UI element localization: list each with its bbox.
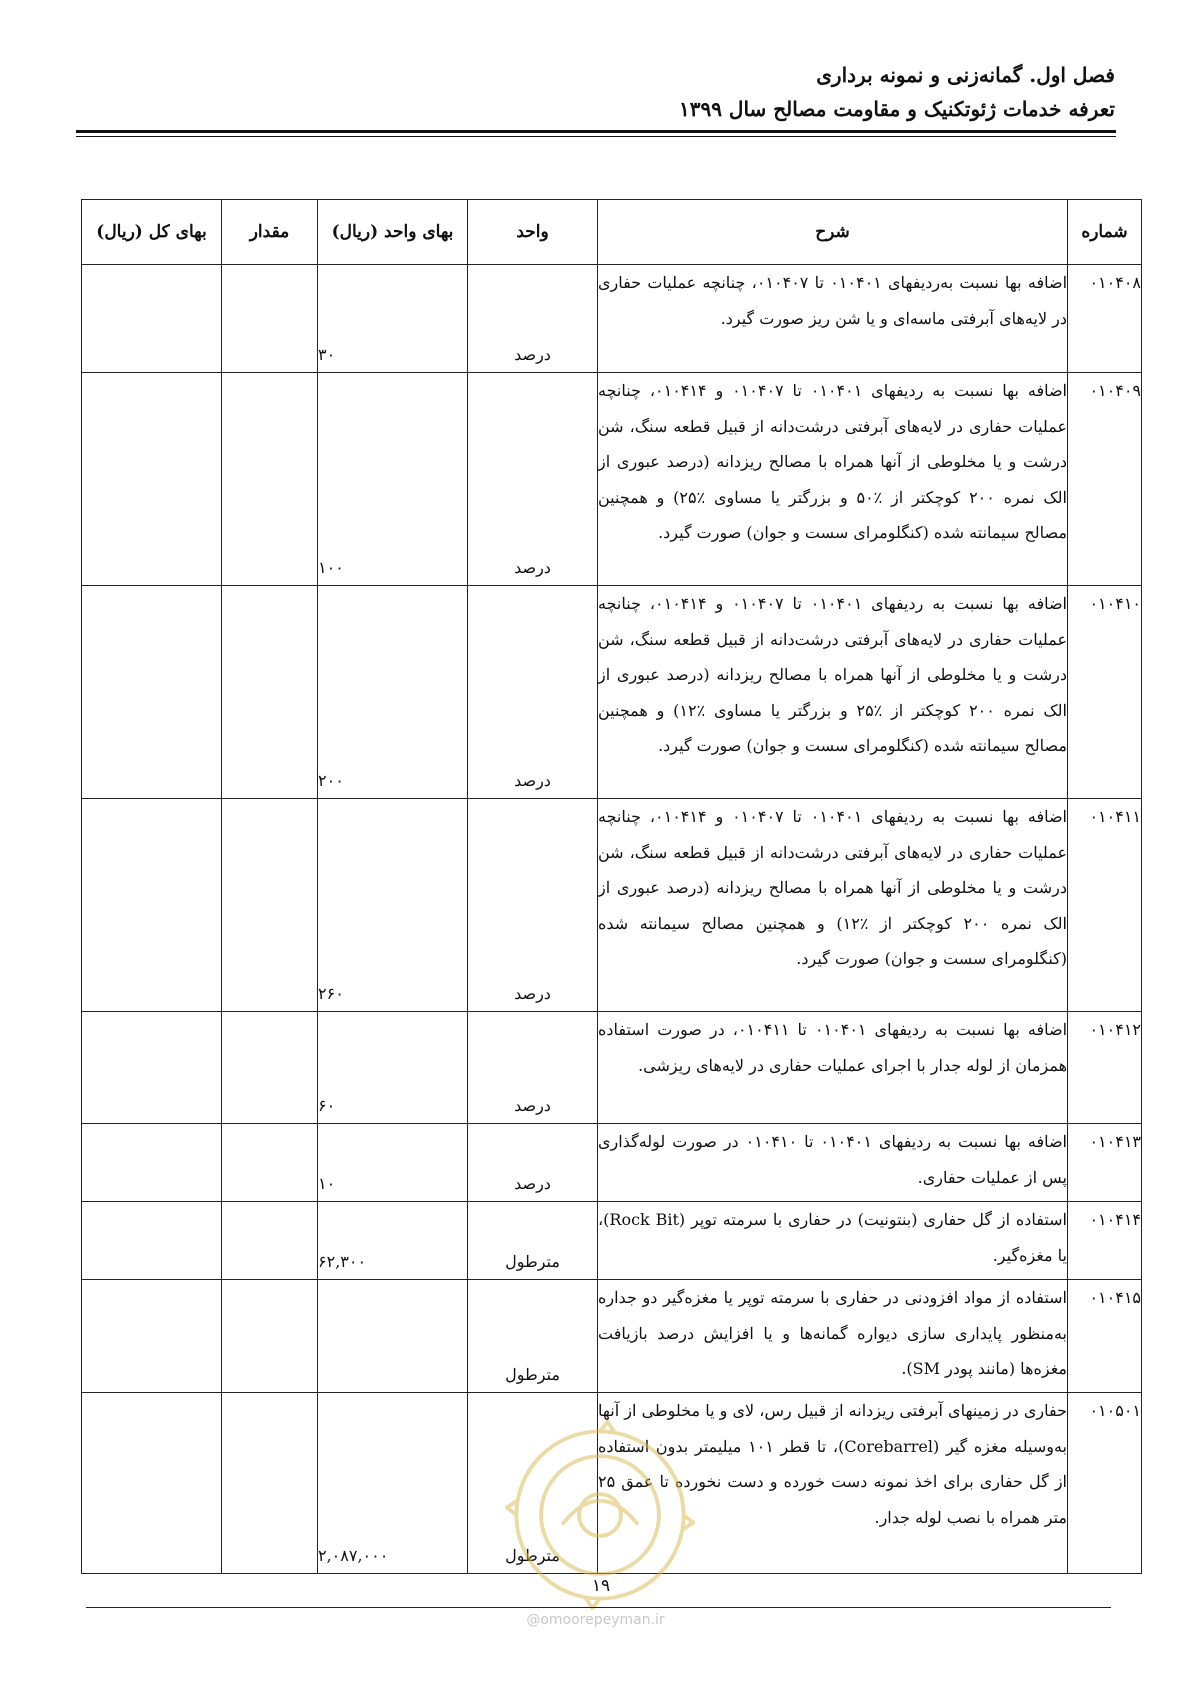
row-unit: درصد bbox=[468, 1124, 598, 1202]
row-quantity bbox=[222, 1124, 318, 1202]
table-row bbox=[82, 1012, 1142, 1124]
row-number: ۰۱۰۴۰۸ bbox=[1068, 265, 1142, 373]
page-header bbox=[75, 58, 1115, 126]
row-number: ۰۱۰۴۱۵ bbox=[1068, 1280, 1142, 1393]
row-total-price bbox=[82, 1202, 222, 1280]
row-total-price bbox=[82, 1393, 222, 1574]
header-rule-thick bbox=[76, 130, 1116, 133]
chapter-title: فصل اول. گمانه‌زنی و نمونه برداری bbox=[816, 63, 1115, 87]
row-description: اضافه بها نسبت به ردیفهای ۰۱۰۴۰۱ تا ۰۱۰۴۰۷ و ۰۱۰۴۱۴، چنانچه عملیات حفاری در لایه‌های آبرفتی درشت‌دانه از قبیل قطعه سنگ، شن درشت و یا مخلوطی از آنها همراه با مصالح ریزدانه (درصد عبوری از الک نمره ۲۰۰ کوچکتر از ٪۱۲) و همچنین مصالح سیمانته شده (کنگلومرای سست و جوان) صورت گیرد. bbox=[598, 799, 1068, 1012]
row-unit-price bbox=[318, 1280, 468, 1393]
col-header-description: شرح bbox=[598, 200, 1068, 265]
row-number: ۰۱۰۴۱۰ bbox=[1068, 586, 1142, 799]
row-description: اضافه بها نسبت به ردیفهای ۰۱۰۴۰۱ تا ۰۱۰۴۰۷ و ۰۱۰۴۱۴، چنانچه عملیات حفاری در لایه‌های آبرفتی درشت‌دانه از قبیل قطعه سنگ، شن درشت و یا مخلوطی از آنها همراه با مصالح ریزدانه (درصد عبوری از الک نمره ۲۰۰ کوچکتر از ٪۵۰ و بزرگتر یا مساوی ٪۲۵) و همچنین مصالح سیمانته شده (کنگلومرای سست و جوان) صورت گیرد. bbox=[598, 373, 1068, 586]
table-row bbox=[82, 1124, 1142, 1202]
table-row bbox=[82, 373, 1142, 586]
table-row bbox=[82, 265, 1142, 373]
row-unit: مترطول bbox=[468, 1280, 598, 1393]
row-unit-price bbox=[318, 373, 468, 586]
row-total-price bbox=[82, 1124, 222, 1202]
row-quantity bbox=[222, 1280, 318, 1393]
row-unit-price-value: ۳۰ bbox=[318, 344, 336, 364]
row-unit-price-value: ۶۰ bbox=[318, 1095, 336, 1115]
col-header-quantity: مقدار bbox=[222, 200, 318, 265]
row-description: اضافه بها نسبت به ردیفهای ۰۱۰۴۰۱ تا ۰۱۰۴۱۱، در صورت استفاده همزمان از لوله جدار با اجرای عملیات حفاری در لایه‌های ریزشی. bbox=[598, 1012, 1068, 1124]
row-number: ۰۱۰۴۱۳ bbox=[1068, 1124, 1142, 1202]
row-total-price bbox=[82, 373, 222, 586]
row-quantity bbox=[222, 373, 318, 586]
row-unit-price bbox=[318, 1393, 468, 1574]
table-header-row bbox=[82, 200, 1142, 265]
row-unit: درصد bbox=[468, 799, 598, 1012]
row-description: استفاده از مواد افزودنی در حفاری با سرمته توپر یا مغزه‌گیر دو جداره به‌منظور پایداری سازی دیواره گمانه‌ها و یا افزایش درصد بازیافت مغزه‌ها (مانند پودر SM). bbox=[598, 1280, 1068, 1393]
row-number: ۰۱۰۴۱۱ bbox=[1068, 799, 1142, 1012]
row-description: اضافه بها نسبت به‌ردیفهای ۰۱۰۴۰۱ تا ۰۱۰۴۰۷، چنانچه عملیات حفاری در لایه‌های آبرفتی ماسه‌ای و یا شن ریز صورت گیرد. bbox=[598, 265, 1068, 373]
table-row bbox=[82, 1393, 1142, 1574]
row-unit: درصد bbox=[468, 373, 598, 586]
row-unit-price-value: ۱۰ bbox=[318, 1173, 336, 1193]
row-quantity bbox=[222, 1202, 318, 1280]
table-row bbox=[82, 1280, 1142, 1393]
row-total-price bbox=[82, 1012, 222, 1124]
row-unit: درصد bbox=[468, 265, 598, 373]
row-total-price bbox=[82, 799, 222, 1012]
col-header-number: شماره bbox=[1068, 200, 1142, 265]
row-unit-price-value: ۱۰۰ bbox=[318, 557, 344, 577]
row-unit-price bbox=[318, 586, 468, 799]
col-header-unit: واحد bbox=[468, 200, 598, 265]
document-title: تعرفه خدمات ژئوتکنیک و مقاومت مصالح سال ۱۳۹۹ bbox=[678, 97, 1115, 121]
col-header-total-price: بهای کل (ریال) bbox=[82, 200, 222, 265]
row-number: ۰۱۰۴۱۲ bbox=[1068, 1012, 1142, 1124]
row-unit-price bbox=[318, 265, 468, 373]
row-description: حفاری در زمینهای آبرفتی ریزدانه از قبیل رس، لای و یا مخلوطی از آنها به‌وسیله مغزه گیر (Corebarrel)، تا قطر ۱۰۱ میلیمتر بدون استفاده از گل حفاری برای اخذ نمونه دست خورده و دست نخورده تا عمق ۲۵ متر همراه با نصب لوله جدار. bbox=[598, 1393, 1068, 1574]
row-unit-price bbox=[318, 1012, 468, 1124]
row-unit-price bbox=[318, 799, 468, 1012]
row-total-price bbox=[82, 1280, 222, 1393]
row-unit: درصد bbox=[468, 1012, 598, 1124]
row-unit-price-value: ۲۰۰ bbox=[318, 770, 344, 790]
row-quantity bbox=[222, 1012, 318, 1124]
row-quantity bbox=[222, 586, 318, 799]
row-number: ۰۱۰۴۰۹ bbox=[1068, 373, 1142, 586]
table-row bbox=[82, 799, 1142, 1012]
header-rule-thin bbox=[76, 136, 1116, 137]
row-quantity bbox=[222, 799, 318, 1012]
row-description: اضافه بها نسبت به ردیفهای ۰۱۰۴۰۱ تا ۰۱۰۴۰۷ و ۰۱۰۴۱۴، چنانچه عملیات حفاری در لایه‌های آبرفتی درشت‌دانه از قبیل قطعه سنگ، شن درشت و یا مخلوطی از آنها همراه با مصالح ریزدانه (درصد عبوری از الک نمره ۲۰۰ کوچکتر از ٪۲۵ و بزرگتر یا مساوی ٪۱۲) و همچنین مصالح سیمانته شده (کنگلومرای سست و جوان) صورت گیرد. bbox=[598, 586, 1068, 799]
footer-website: @omoorepeyman.ir bbox=[526, 1612, 665, 1628]
row-unit: درصد bbox=[468, 586, 598, 799]
row-total-price bbox=[82, 586, 222, 799]
row-unit: مترطول bbox=[468, 1202, 598, 1280]
footer-rule bbox=[86, 1607, 1111, 1608]
row-unit-price bbox=[318, 1124, 468, 1202]
col-header-unit-price: بهای واحد (ریال) bbox=[318, 200, 468, 265]
page-number: ۱۹ bbox=[591, 1576, 611, 1596]
table-row bbox=[82, 1202, 1142, 1280]
row-unit-price-value: ۲,۰۸۷,۰۰۰ bbox=[318, 1545, 389, 1565]
row-number: ۰۱۰۴۱۴ bbox=[1068, 1202, 1142, 1280]
tariff-table bbox=[81, 199, 1142, 1574]
row-unit: مترطول bbox=[468, 1393, 598, 1574]
table-row bbox=[82, 586, 1142, 799]
row-unit-price-value: ۶۲,۳۰۰ bbox=[318, 1251, 367, 1271]
row-description: اضافه بها نسبت به ردیفهای ۰۱۰۴۰۱ تا ۰۱۰۴۱۰ در صورت لوله‌گذاری پس از عملیات حفاری. bbox=[598, 1124, 1068, 1202]
row-quantity bbox=[222, 265, 318, 373]
row-description: استفاده از گل حفاری (بنتونیت) در حفاری با سرمته توپر (Rock Bit)، یا مغزه‌گیر. bbox=[598, 1202, 1068, 1280]
row-total-price bbox=[82, 265, 222, 373]
row-unit-price-value: ۲۶۰ bbox=[318, 983, 344, 1003]
row-number: ۰۱۰۵۰۱ bbox=[1068, 1393, 1142, 1574]
row-unit-price bbox=[318, 1202, 468, 1280]
row-quantity bbox=[222, 1393, 318, 1574]
